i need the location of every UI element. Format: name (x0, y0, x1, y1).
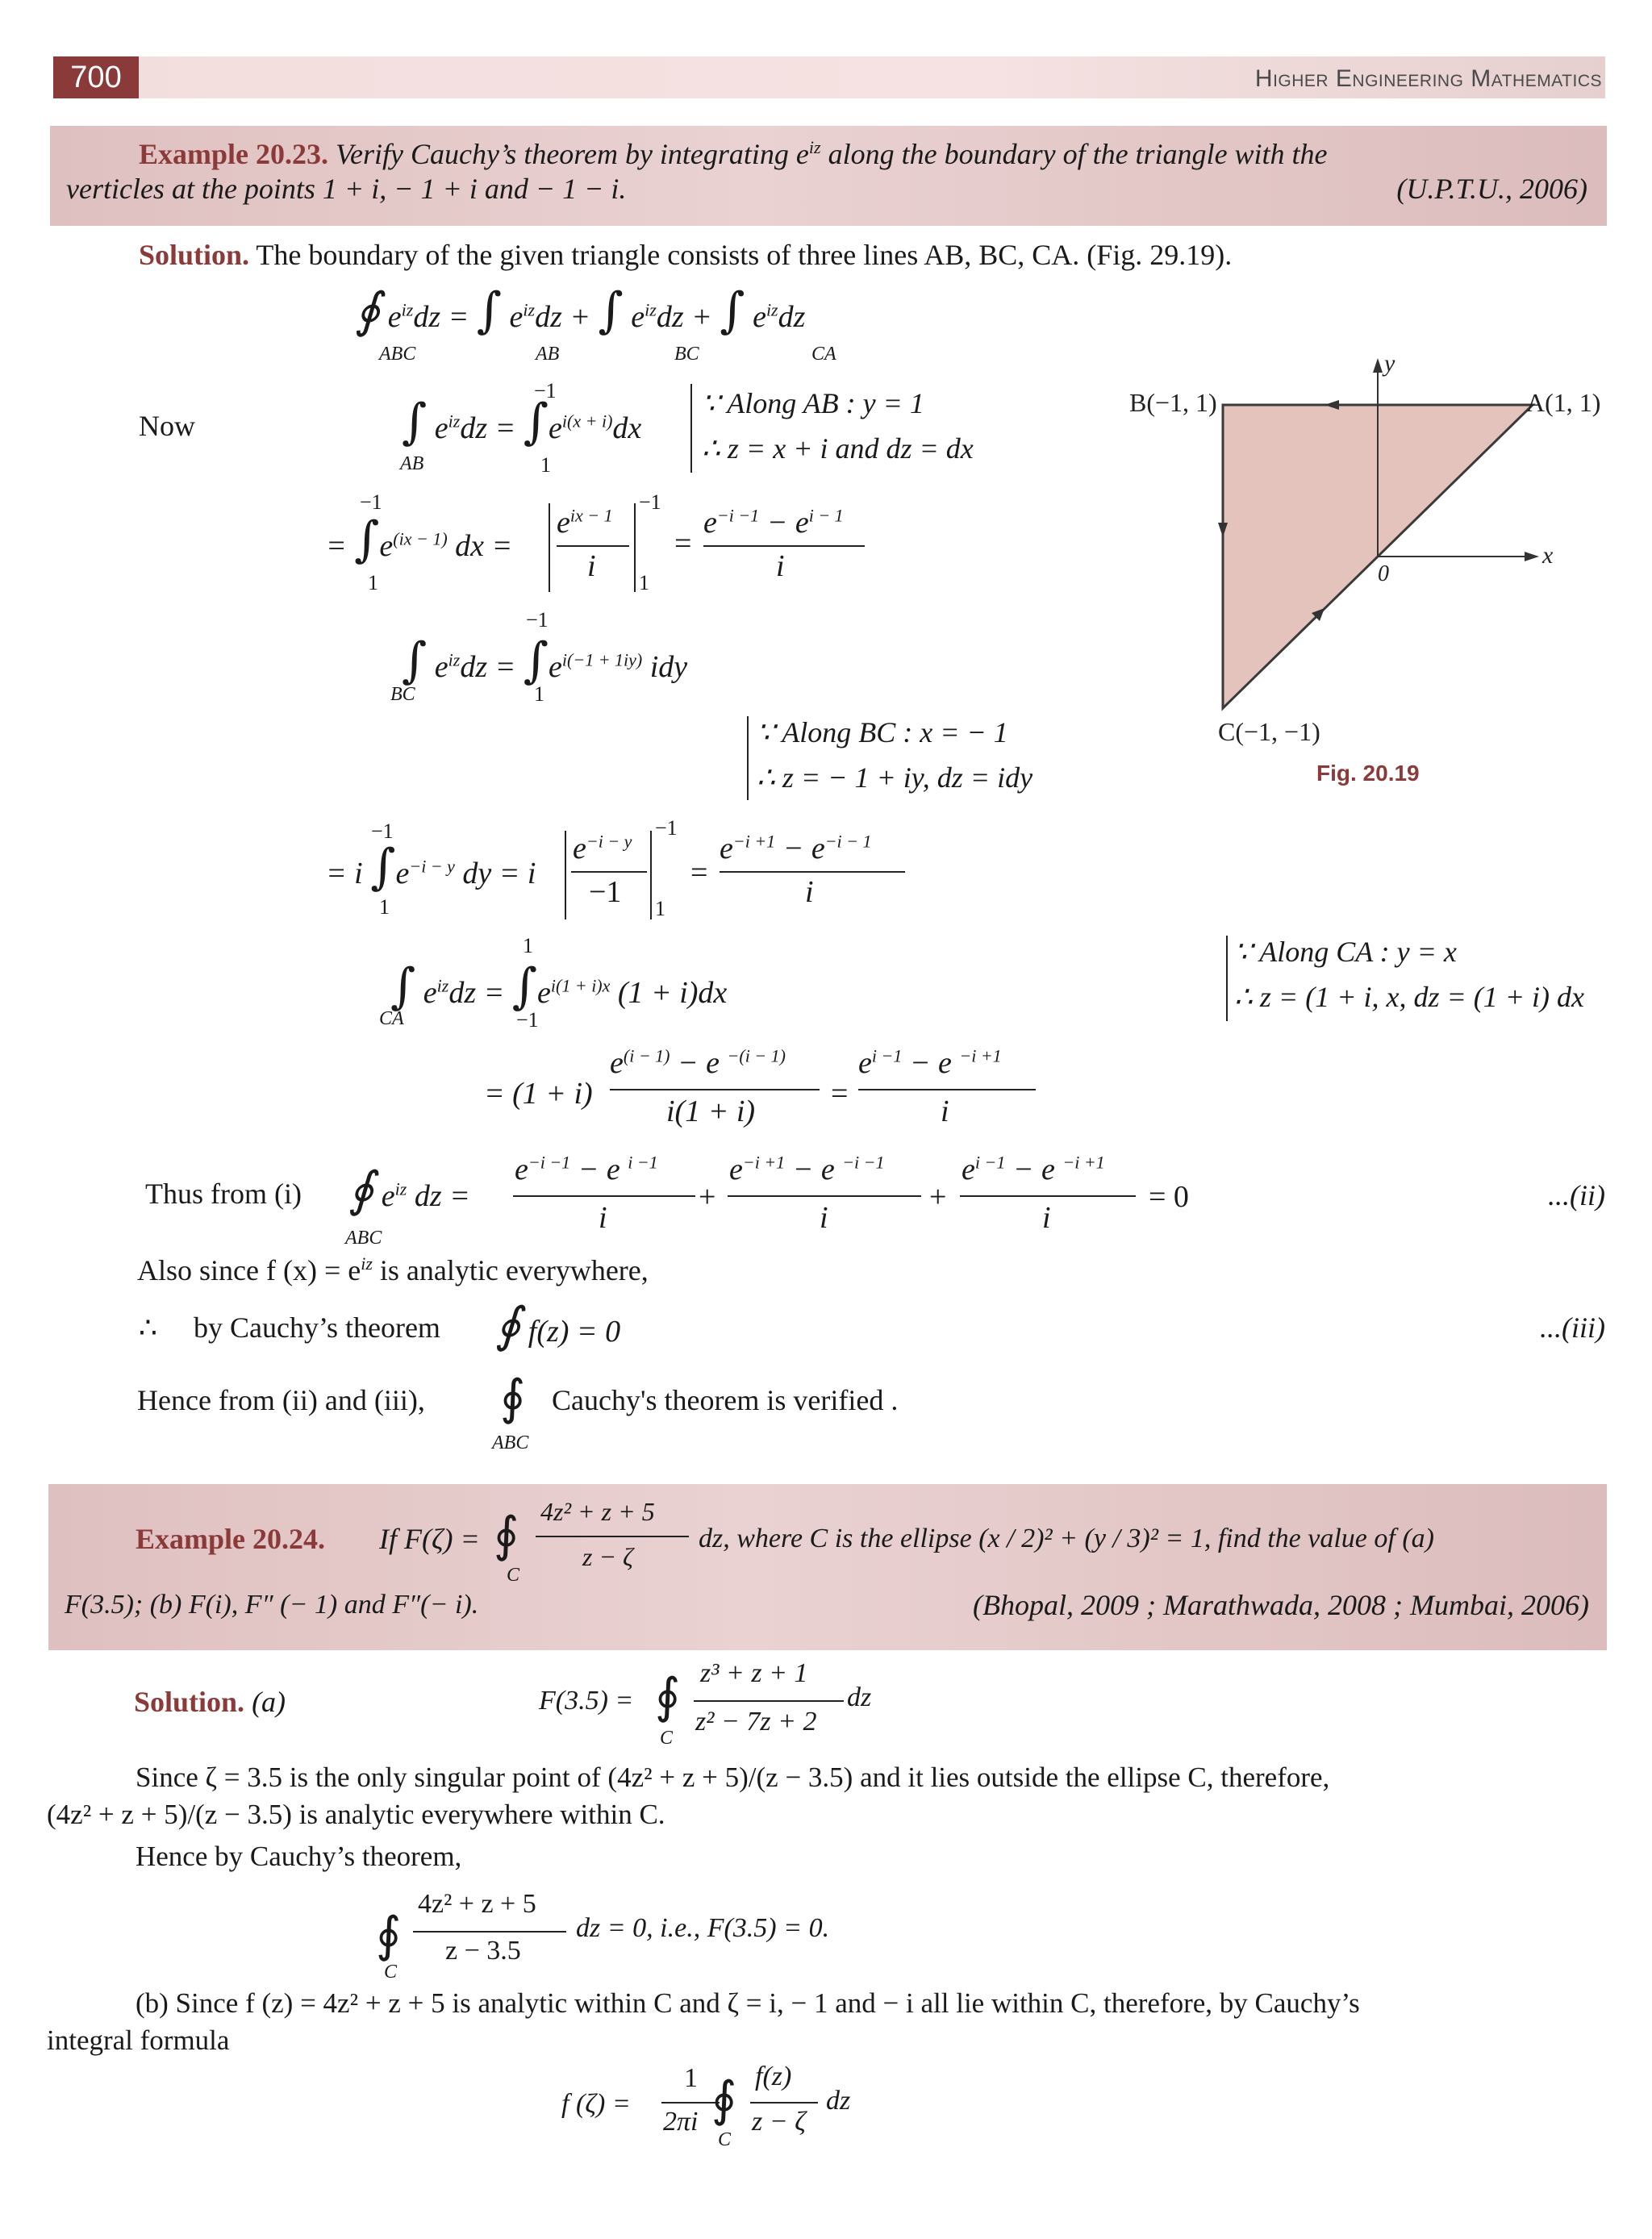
ex2-den: z − ζ (582, 1542, 633, 1571)
ca-upper: 1 (523, 934, 533, 957)
sum-den2: i (820, 1201, 828, 1235)
bc-frac-num: $e^{-i - y}$ (573, 831, 632, 865)
fzeta-label: f (ζ) = (561, 2089, 631, 2119)
hence-label: Hence from (ii) and (iii), (137, 1384, 425, 1416)
c35-sub: C (384, 1962, 398, 1983)
para2-l1: (b) Since f (z) = 4z² + z + 5 is analytic within C and ζ = i, − 1 and − i all lie within C, therefore, by Cauchy’s (136, 1987, 1360, 2019)
statement-text: Verify Cauchy’s theorem by integrating $e^{iz}$ along the boundary of the triangle with the (336, 137, 1328, 170)
bc-bar-upper: −1 (655, 816, 678, 840)
sum-zero: = 0 (1149, 1180, 1189, 1214)
eq-iii-tag: ...(iii) (1540, 1311, 1605, 1344)
label-c: C(−1, −1) (1218, 717, 1320, 746)
ca-frac-line (610, 1089, 820, 1090)
ca-res-den: i (941, 1094, 949, 1128)
thus-integral: ∮ $e^{iz}$ dz = (348, 1161, 470, 1218)
c35-line (413, 1931, 566, 1933)
para1-l1: Since ζ = 3.5 is the only singular point of (4z² + z + 5)/(z − 3.5) and it lies outside the ellipse C, therefore, (136, 1762, 1330, 1793)
label-x: x (1542, 542, 1554, 569)
fz-sub: C (718, 2129, 732, 2150)
c35-num: 4z² + z + 5 (418, 1889, 536, 1919)
ab-res-line (703, 545, 865, 547)
ab-bar-lower: 1 (639, 571, 649, 594)
ab-bar (690, 384, 692, 473)
sum-line3 (960, 1195, 1136, 1197)
page-number: 700 (53, 56, 139, 98)
label-y: y (1384, 350, 1395, 377)
fz-dz: dz (826, 2086, 851, 2116)
para1-l2: (4z² + z + 5)/(z − 3.5) is analytic everywhere within C. (47, 1799, 665, 1830)
triangle-figure (1113, 347, 1629, 798)
bc-res-den: i (805, 875, 814, 909)
along-ab-1: ∵ Along AB : y = 1 (702, 387, 924, 419)
bc-upper: −1 (526, 608, 549, 632)
f35-line (694, 1700, 844, 1702)
ab-sub: AB (400, 453, 424, 474)
sub-abc: ABC (379, 344, 416, 365)
fz-num: f(z) (755, 2062, 792, 2091)
label-a: A(1, 1) (1526, 388, 1601, 417)
label-o: 0 (1378, 561, 1389, 586)
ca-eval: = (1 + i) (484, 1077, 593, 1111)
ex2-line2: F(3.5); (b) F(i), F″ (− 1) and F″(− i). (65, 1590, 479, 1620)
bc-res-line (720, 871, 905, 873)
label-b: B(−1, 1) (1129, 388, 1217, 417)
statement-line2: verticles at the points 1 + i, − 1 + i and − 1 − i. (66, 173, 627, 205)
cauchy-integral: ∮ f(z) = 0 (495, 1297, 621, 1353)
x-arrow (1525, 552, 1539, 561)
ex2-sub-c: C (507, 1565, 520, 1586)
fz-contour: ∮ (711, 2071, 737, 2128)
ca-res-num: $e^{i -1} - e$ $^{-i +1}$ (858, 1045, 1002, 1080)
solution-text: The boundary of the given triangle consists of three lines AB, BC, CA. (Fig. 29.19). (256, 239, 1233, 271)
sum-num1: $e^{-i -1} - e$ $^{i -1}$ (515, 1152, 658, 1186)
ex2-label: Example 20.24. (136, 1523, 326, 1555)
bc-eval-lower: 1 (379, 895, 390, 919)
along-ca-2: ∴ z = (1 + i, x, dz = (1 + i) dx (1234, 981, 1585, 1013)
f35-num: z³ + z + 1 (700, 1658, 808, 1688)
abs-bar-l (549, 503, 550, 592)
ab-frac-den: i (587, 549, 596, 583)
verified-text: Cauchy's theorem is verified . (552, 1384, 899, 1416)
bc-res-num: $e^{-i +1} - e^{-i - 1}$ (720, 831, 872, 865)
sum-num3: $e^{i -1} - e$ $^{-i +1}$ (962, 1152, 1105, 1186)
thus-sub: ABC (345, 1228, 382, 1249)
hence-integral: ∮ (500, 1370, 526, 1426)
c35-den: z − 3.5 (445, 1936, 521, 1966)
ex2-frac-line (536, 1536, 689, 1537)
along-bc-2: ∴ z = − 1 + iy, dz = idy (757, 761, 1033, 794)
sum-den3: i (1042, 1201, 1051, 1235)
ca-lower: −1 (516, 1008, 539, 1032)
figure-caption: Fig. 20.19 (1316, 761, 1420, 786)
sum-plus2: + (929, 1180, 947, 1214)
bc-integral: ∫ $e^{iz}dz = \int e^{i(-1 + 1iy)}$ idy (402, 632, 688, 689)
c35-contour: ∮ (376, 1907, 402, 1963)
now-label: Now (139, 410, 195, 442)
along-ca-1: ∵ Along CA : y = x (1234, 936, 1457, 968)
ca-frac-den: i(1 + i) (666, 1094, 756, 1128)
sum-num2: $e^{-i +1} - e$ $^{-i -1}$ (729, 1152, 885, 1186)
ex2-source: (Bhopal, 2009 ; Marathwada, 2008 ; Mumbai, 2006) (973, 1589, 1589, 1621)
ab-eval: = $\int e^{(ix - 1)}$ dx = (326, 511, 513, 568)
ca-frac-num: $e^{(i - 1)} - e$ $^{-(i - 1)}$ (610, 1045, 786, 1080)
ab-eq2: = (674, 527, 692, 561)
bc-frac-line (571, 871, 647, 873)
twopi-den: 2πi (663, 2107, 699, 2137)
bc-sub: BC (390, 684, 415, 705)
example-20-23-line1 (139, 137, 1328, 171)
ca-eq2: = (831, 1077, 849, 1111)
bc-eval-upper: −1 (371, 819, 394, 843)
sub-ca: CA (811, 344, 836, 365)
bc-frac-den: −1 (589, 875, 622, 909)
along-bc-1: ∵ Along BC : x = − 1 (757, 716, 1008, 748)
bc-eq2: = (690, 856, 708, 890)
ab-upper: −1 (534, 379, 557, 402)
para2-l2: integral formula (47, 2024, 230, 2056)
ca-integral: ∫ $e^{iz}dz = \int e^{i(1 + i)x}$ (1 + i)dx (390, 958, 728, 1015)
bc-lower: 1 (534, 682, 544, 706)
example-label: Example 20.23. (139, 138, 329, 170)
ex2-sol: Solution. (a) (134, 1686, 286, 1718)
bc-eval: = i $\int e^{-i - y}$ dy = i (326, 839, 536, 895)
ca-bar (1226, 936, 1228, 1021)
ex2-rest: dz, where C is the ellipse (x / 2)² + (y / 3)² = 1, find the value of (a) (699, 1524, 1434, 1553)
ab-res-num: $e^{-i -1} - e^{i - 1}$ (703, 505, 844, 540)
ab-eval-lower: 1 (368, 571, 378, 594)
solution-label: Solution. (139, 239, 250, 271)
sum-line2 (728, 1195, 921, 1197)
y-arrow (1373, 358, 1383, 373)
by-cauchy: by Cauchy’s theorem (194, 1311, 440, 1344)
sub-ab: AB (536, 344, 560, 365)
ex2-num: 4z² + z + 5 (540, 1497, 655, 1526)
therefore-sym: ∴ (139, 1311, 157, 1344)
c35-res: dz = 0, i.e., F(3.5) = 0. (576, 1913, 830, 1943)
ex2-contour: ∮ (494, 1507, 519, 1563)
ca-sub: CA (379, 1008, 404, 1029)
along-ab-2: ∴ z = x + i and dz = dx (702, 432, 974, 465)
f35-sub: C (660, 1728, 674, 1749)
hence-cauchy: Hence by Cauchy’s theorem, (136, 1841, 462, 1872)
ca-res-line (858, 1089, 1036, 1090)
running-title: Higher Engineering Mathematics (1254, 65, 1602, 92)
fz-den: z − ζ (752, 2107, 806, 2137)
thus-label: Thus from (i) (145, 1178, 302, 1210)
one-num: 1 (684, 2063, 698, 2093)
ab-res-den: i (776, 549, 785, 583)
sum-line1 (513, 1195, 695, 1197)
bc-bar-lower: 1 (655, 897, 665, 920)
f35-den: z² − 7z + 2 (695, 1707, 817, 1737)
bc-bar (747, 716, 749, 800)
ex2-if-f: If F(ζ) = (379, 1523, 480, 1555)
source-citation: (U.P.T.U., 2006) (1396, 173, 1587, 205)
ab-frac-line (557, 545, 629, 547)
ab-lower: 1 (540, 453, 551, 477)
f35-dz: dz (847, 1682, 872, 1712)
ab-eval-upper: −1 (360, 490, 382, 514)
sum-den1: i (599, 1201, 607, 1235)
contour-sum-eq: ∮ $e^{iz}dz$ = ∫ $e^{iz}dz$ + ∫ $e^{iz}dz$ + ∫ $e^{iz}dz$ (355, 282, 806, 339)
solution-line (139, 239, 1232, 272)
ab-frac-num: $e^{ix - 1}$ (557, 505, 613, 540)
example-20-24-band (48, 1484, 1607, 1650)
sub-bc: BC (674, 344, 699, 365)
sum-plus1: + (699, 1180, 716, 1214)
bc-abs-l (565, 831, 566, 919)
f35-contour: ∮ (655, 1668, 681, 1724)
also-line: Also since f $(x) = e^{iz}$ is analytic everywhere, (137, 1253, 649, 1286)
hence-sub: ABC (492, 1432, 529, 1453)
ab-integral: ∫ $e^{iz}dz = \int e^{i(x + i)}dx$ (402, 394, 642, 450)
bc-abs-r (650, 831, 652, 919)
f35-label: F(3.5) = (539, 1686, 634, 1716)
eq-ii-tag: ...(ii) (1548, 1179, 1605, 1211)
ab-bar-upper: −1 (639, 490, 661, 514)
fz-line (750, 2102, 818, 2103)
abs-bar-r (634, 503, 636, 592)
